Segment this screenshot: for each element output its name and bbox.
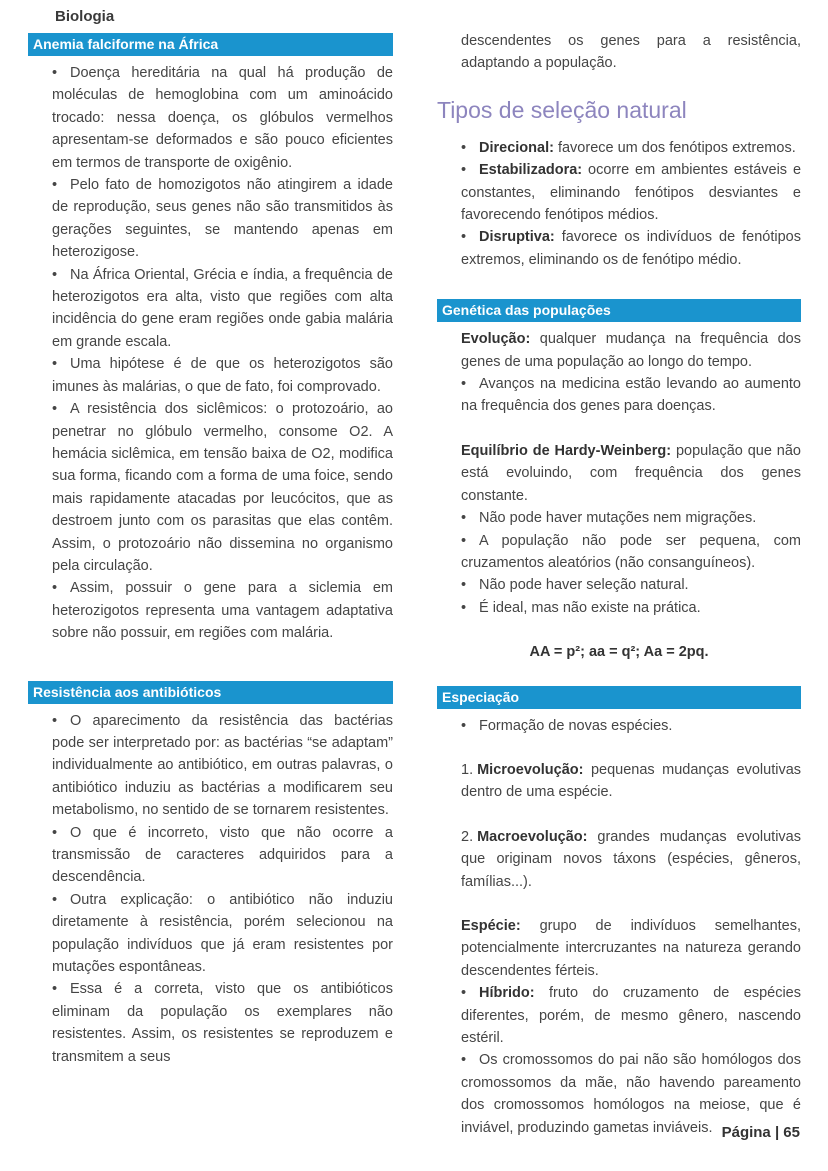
bullet-text: Na África Oriental, Grécia e índia, a frequência de heterozigotos era alta, visto que regiões com alta incidência do gene eram regiões onde gabia malária em grande escala. xyxy=(52,266,393,350)
bullet-icon: • xyxy=(461,510,467,527)
bullet-icon: • xyxy=(461,577,467,594)
bullet-item xyxy=(28,710,393,822)
page-number: Página | 65 xyxy=(721,1124,800,1141)
bullet-item xyxy=(437,574,801,596)
bullet-icon: • xyxy=(461,162,467,179)
bullet-item xyxy=(28,889,393,979)
bullet-text: favorece os indivíduos de fenótipos extremos, eliminando os de fenótipo médio. xyxy=(461,229,801,268)
bullet-item xyxy=(28,62,393,174)
bullet-icon: • xyxy=(52,401,58,418)
bullet-icon: • xyxy=(461,139,467,156)
bullet-icon: • xyxy=(52,266,58,283)
term-label: Equilíbrio de Hardy-Weinberg: xyxy=(461,442,672,459)
bullet-icon: • xyxy=(461,229,467,246)
bullet-icon: • xyxy=(461,376,467,393)
bullet-item xyxy=(437,137,801,159)
bullet-text: Assim, possuir o gene para a siclemia em heterozigotos representa uma vantagem adaptativa sobre não possuir, em regiões com malária. xyxy=(52,580,393,642)
section-bar-anemia-falciforme: Anemia falciforme na África xyxy=(28,33,393,56)
bullet-icon: • xyxy=(52,580,58,597)
bullet-text: A população não pode ser pequena, com cruzamentos aleatórios (não consanguíneos). xyxy=(461,532,801,571)
definition-paragraph xyxy=(437,328,801,373)
section-bar-especiacao: Especiação xyxy=(437,686,801,709)
bullet-icon: • xyxy=(461,985,467,1002)
bullet-text: Essa é a correta, visto que os antibióticos eliminam da população os exemplares não resistentes. Assim, os resistentes se reproduzem e transmitem a seus xyxy=(52,981,393,1065)
bullet-item xyxy=(28,353,393,398)
bullet-item xyxy=(437,373,801,418)
definition-text: população que não está evoluindo, com frequência dos genes constante. xyxy=(461,442,801,504)
bullet-text: Formação de novas espécies. xyxy=(479,717,673,734)
bullet-icon: • xyxy=(52,981,58,998)
bullet-text: Os cromossomos do pai não são homólogos dos cromossomos da mãe, não havendo pareamento dos cromossomos homólogos na meiose, que é inviável, produzindo gametas inviáveis. xyxy=(461,1052,801,1136)
term-label: Espécie: xyxy=(461,917,521,934)
bullet-item xyxy=(28,978,393,1068)
item-number: 2. xyxy=(461,828,474,845)
bullet-text: Uma hipótese é de que os heterozigotos são imunes às malárias, o que de fato, foi comprovado. xyxy=(52,356,393,395)
bullet-text: fruto do cruzamento de espécies diferentes, porém, de mesmo gênero, nascendo estéril. xyxy=(461,985,801,1046)
bullet-item xyxy=(28,822,393,889)
bullet-item xyxy=(437,226,801,271)
bullet-item xyxy=(437,982,801,1049)
item-text: pequenas mudanças evolutivas dentro de uma espécie. xyxy=(461,761,802,801)
term-label: Híbrido: xyxy=(479,985,535,1002)
bullet-text: O aparecimento da resistência das bactérias pode ser interpretado por: as bactérias “se adaptam” individualmente ao antibiótico, em outras palavras, o antibiótico induziu as bactérias a modificarem seu metabolismo, no sentido de se tornarem resistentes. xyxy=(52,712,393,819)
item-number: 1. xyxy=(461,761,474,778)
bullet-icon: • xyxy=(52,65,58,81)
page-title: Biologia xyxy=(55,8,115,25)
bullet-item xyxy=(437,715,801,737)
right-column xyxy=(437,30,801,1139)
bullet-item xyxy=(437,597,801,619)
section-bar-resistencia-antibioticos: Resistência aos antibióticos xyxy=(28,681,393,704)
bullet-icon: • xyxy=(461,1052,467,1069)
continuation-paragraph: descendentes os genes para a resistência, adaptando a população. xyxy=(461,33,801,72)
bullet-text: favorece um dos fenótipos extremos. xyxy=(557,139,796,156)
bullet-item xyxy=(437,507,801,529)
bullet-icon: • xyxy=(461,599,467,616)
bullet-text: Outra explicação: o antibiótico não induziu diretamente à resistência, porém selecionou na população indivíduos que já eram resistentes por mutações espontâneas. xyxy=(52,891,393,976)
bullet-item xyxy=(28,264,393,354)
definition-text: qualquer mudança na frequência dos genes de uma população ao longo do tempo. xyxy=(461,331,802,370)
bullet-text: ocorre em ambientes estáveis e constantes, eliminando fenótipos desviantes e favorecendo fenótipos médios. xyxy=(461,162,802,224)
hardy-weinberg-formula: AA = p²; aa = q²; Aa = 2pq. xyxy=(529,644,709,661)
bullet-text: Avanços na medicina estão levando ao aumento na frequência dos genes para doenças. xyxy=(461,376,801,415)
bullet-item xyxy=(437,159,801,226)
bullet-text: Não pode haver seleção natural. xyxy=(479,577,689,594)
bullet-text: É ideal, mas não existe na prática. xyxy=(479,599,701,616)
term-label: Estabilizadora: xyxy=(479,162,583,179)
bullet-icon: • xyxy=(52,712,58,729)
bullet-item xyxy=(28,577,393,644)
bullet-icon: • xyxy=(52,891,58,908)
term-label: Disruptiva: xyxy=(479,229,555,246)
bullet-text: A resistência dos siclêmicos: o protozoário, ao penetrar no glóbulo vermelho, consome O2. A hemácia siclêmica, em tensão baixa de O2, modifica sua forma, ficando com a forma de uma foice, sendo mais rapidamente atacadas por leucócitos, que as destroem junto com os parasitas que elas contêm. Assim, o protozoário não dissemina no organismo pela circulação. xyxy=(52,401,393,574)
bullet-icon: • xyxy=(461,532,467,549)
definition-paragraph xyxy=(437,440,801,507)
bullet-text: Doença hereditária na qual há produção de moléculas de hemoglobina com um aminoácido trocado: nessa doença, os glóbulos vermelhos apresentam-se deformados e são pouco eficientes em termos de transporte de oxigênio. xyxy=(52,65,393,171)
bullet-icon: • xyxy=(52,177,58,194)
bullet-icon: • xyxy=(52,824,58,841)
left-column xyxy=(28,33,393,1068)
definition-text: grupo de indivíduos semelhantes, potencialmente intercruzantes na natureza gerando descendentes férteis. xyxy=(461,917,801,979)
numbered-item xyxy=(437,826,801,893)
term-label: Evolução: xyxy=(461,331,531,348)
numbered-item xyxy=(437,759,801,804)
bullet-icon: • xyxy=(461,717,467,734)
bullet-icon: • xyxy=(52,356,58,373)
term-label: Direcional: xyxy=(479,139,554,156)
term-label: Microevolução: xyxy=(477,761,584,778)
bullet-text: Não pode haver mutações nem migrações. xyxy=(479,510,757,527)
bullet-item xyxy=(28,398,393,577)
heading-tipos-selecao-natural: Tipos de seleção natural xyxy=(437,96,687,123)
bullet-text: O que é incorreto, visto que não ocorre a transmissão de caracteres adquiridos para a descendência. xyxy=(52,824,393,886)
definition-paragraph xyxy=(437,915,801,982)
item-text: grandes mudanças evolutivas que originam novos táxons (espécies, gêneros, famílias...). xyxy=(461,828,801,890)
bullet-text: Pelo fato de homozigotos não atingirem a idade de reprodução, seus genes não são transmitidos às gerações seguintes, se mantendo apenas em heterozigose. xyxy=(52,177,393,261)
section-bar-genetica-populacoes: Genética das populações xyxy=(437,299,801,322)
bullet-item xyxy=(28,174,393,264)
bullet-item xyxy=(437,530,801,575)
term-label: Macroevolução: xyxy=(477,828,588,845)
